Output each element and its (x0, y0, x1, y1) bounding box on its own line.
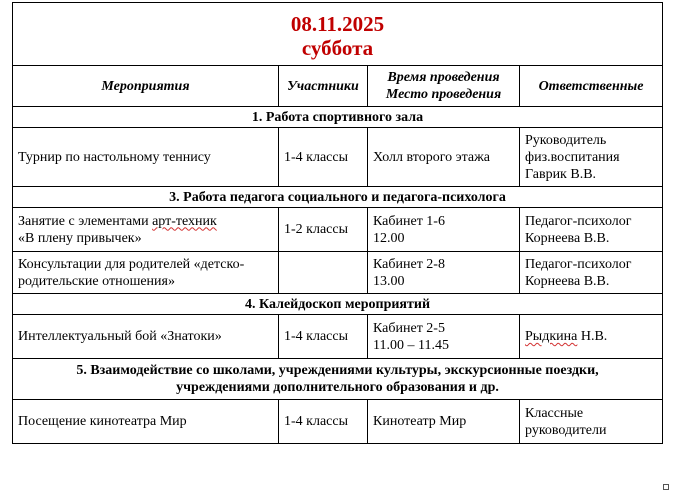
participants-cell: 1-4 классы (279, 400, 368, 444)
place-line: Кабинет 2-8 (373, 256, 445, 272)
place-cell: Кинотеатр Мир (368, 400, 520, 444)
column-header-responsible: Ответственные (520, 66, 663, 107)
section-row (13, 187, 663, 208)
event-line: Консультации для родителей «детско- (18, 256, 245, 272)
section-row (13, 359, 663, 400)
responsible-cell (520, 128, 663, 187)
responsible-initials: Н.В. (577, 329, 608, 344)
place-line: Кабинет 2-5 (373, 320, 445, 336)
responsible-line: физ.воспитания (525, 149, 620, 165)
time-line: 11.00 – 11.45 (373, 337, 449, 353)
schedule-document (12, 2, 662, 444)
section-title-sport-hall: 1. Работа спортивного зала (13, 107, 663, 128)
responsible-line: Руководитель (525, 132, 607, 148)
section-row (13, 294, 663, 315)
event-cell: Турнир по настольному теннису (13, 128, 279, 187)
spellcheck-word: арт-техник (152, 213, 217, 229)
column-header-events: Мероприятия (13, 66, 279, 107)
section-title-kaleidoscope: 4. Калейдоскоп мероприятий (13, 294, 663, 315)
title-row (13, 3, 663, 66)
event-line: родительские отношения» (18, 273, 175, 289)
participants-cell: 1-4 классы (279, 128, 368, 187)
event-text: Занятие с элементами (18, 213, 153, 229)
header-row (13, 66, 663, 107)
table-row (13, 315, 663, 359)
date-title: 08.11.2025 (290, 12, 385, 36)
table-row (13, 400, 663, 444)
responsible-line: Классные (525, 405, 584, 421)
place-cell: Холл второго этажа (368, 128, 520, 187)
responsible-line: Корнеева В.В. (525, 273, 610, 289)
column-header-participants: Участники (279, 66, 368, 107)
table-row (13, 252, 663, 294)
event-cell (13, 252, 279, 294)
section-title-line: 5. Взаимодействие со школами, учреждениями культуры, экскурсионные поездки, (76, 363, 599, 378)
table-resize-handle[interactable] (663, 484, 669, 490)
event-cell: Интеллектуальный бой «Знатоки» (13, 315, 279, 359)
event-cell: Посещение кинотеатра Мир (13, 400, 279, 444)
weekday-title: суббота (301, 36, 374, 60)
responsible-line: Педагог-психолог (525, 213, 632, 229)
place-cell (368, 252, 520, 294)
participants-cell: 1-2 классы (279, 208, 368, 252)
event-cell (13, 208, 279, 252)
table-row (13, 208, 663, 252)
participants-cell (279, 252, 368, 294)
event-line (18, 213, 273, 230)
time-line: 13.00 (373, 273, 405, 289)
section-title-social-psychologist: 3. Работа педагога социального и педагога-психолога (13, 187, 663, 208)
table-row (13, 128, 663, 187)
time-line: 12.00 (373, 230, 405, 246)
responsible-cell (520, 400, 663, 444)
spellcheck-word: Рыдкина (525, 329, 578, 344)
section-title-cooperation (13, 359, 663, 400)
responsible-line: руководители (525, 422, 607, 438)
section-title-line: учреждениями дополнительного образования и др. (176, 380, 499, 395)
responsible-cell (520, 208, 663, 252)
responsible-cell (520, 252, 663, 294)
place-line: Кабинет 1-6 (373, 213, 445, 229)
place-cell (368, 315, 520, 359)
responsible-cell (520, 315, 663, 359)
title-cell (13, 3, 663, 66)
responsible-line: Гаврик В.В. (525, 166, 597, 182)
schedule-table (12, 2, 663, 444)
responsible-line: Корнеева В.В. (525, 230, 610, 246)
event-line: «В плену привычек» (18, 230, 142, 246)
column-header-place: Место проведения (385, 87, 502, 102)
participants-cell: 1-4 классы (279, 315, 368, 359)
responsible-line: Педагог-психолог (525, 256, 632, 272)
column-header-time: Время проведения (387, 70, 500, 85)
section-row (13, 107, 663, 128)
column-header-time-place (368, 66, 520, 107)
place-cell (368, 208, 520, 252)
